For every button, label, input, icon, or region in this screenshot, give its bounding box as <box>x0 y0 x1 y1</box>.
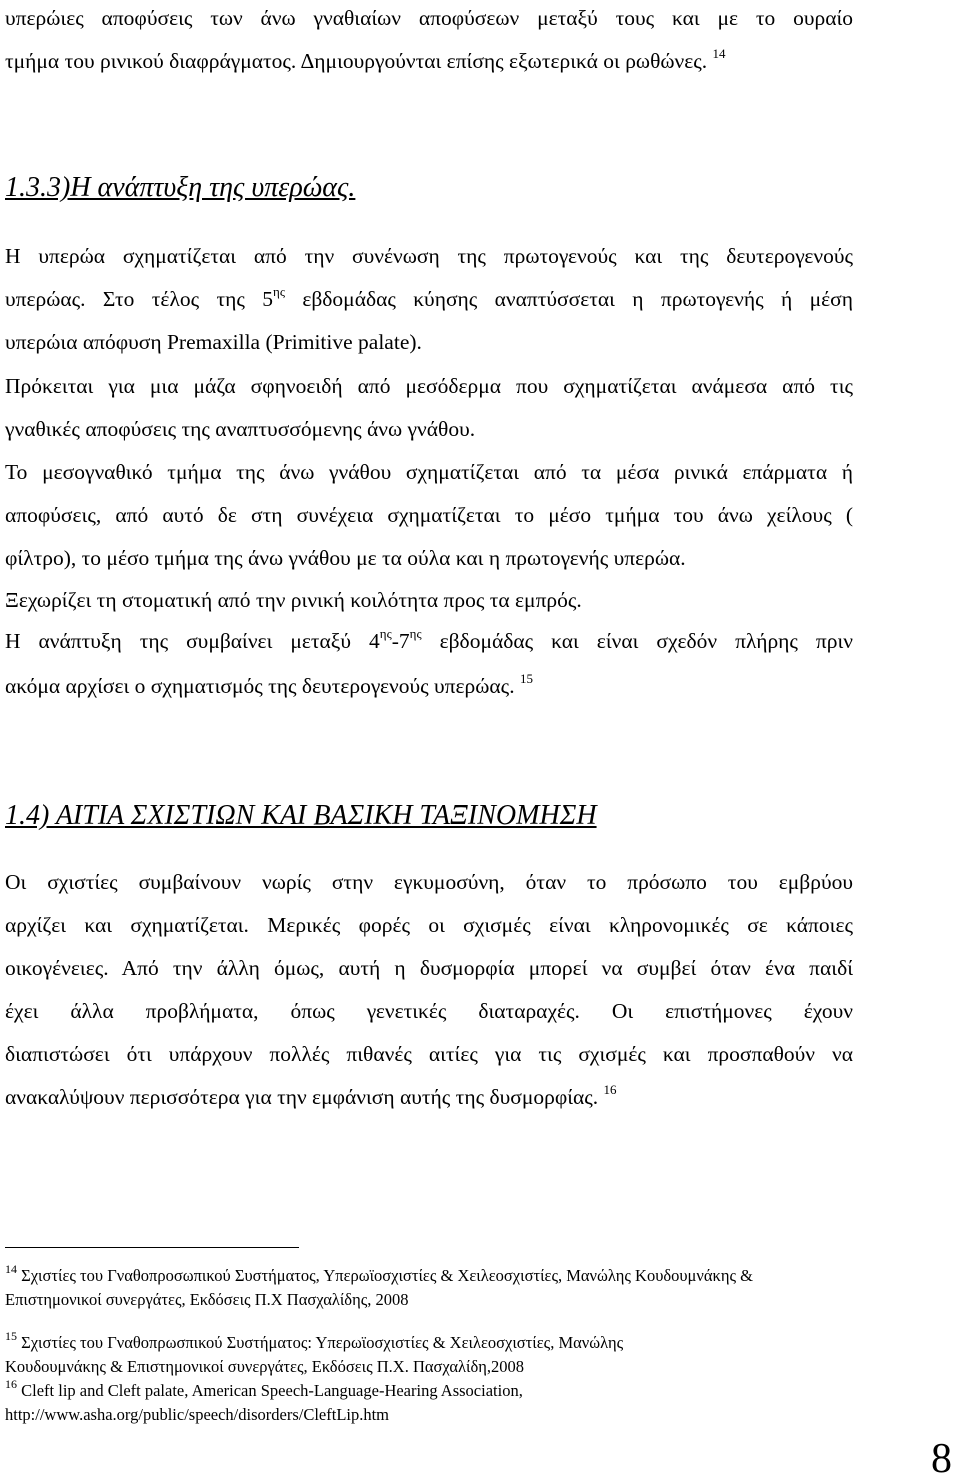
footnote-15-text-1: Σχιστίες του Γναθοπρωσπικού Συστήματος: Υπερωϊοσχιστίες & Χειλεοσχιστίες, Μανώλης <box>17 1333 624 1352</box>
s133-line-2-sup: ης <box>273 283 285 299</box>
footnote-14-number: 14 <box>5 1261 17 1276</box>
footnote-14-line-1 <box>5 1261 753 1286</box>
s14-line-3: οικογένειες. Από την άλλη όμως, αυτή η δυσμορφία μπορεί να συμβεί όταν ένα παιδί <box>5 956 853 980</box>
section-heading-1-3-3: 1.3.3)Η ανάπτυξη της υπερώας. <box>5 172 356 203</box>
footnote-ref-14[interactable]: 14 <box>712 45 726 61</box>
s133-line-2 <box>5 283 853 312</box>
s133-line-10-sup2: ης <box>409 625 422 641</box>
s133-line-6: Το μεσογναθικό τμήμα της άνω γνάθου σχηματίζεται από τα μέσα ρινικά επάρματα ή <box>5 460 853 484</box>
s133-line-9: Ξεχωρίζει τη στοματική από την ρινική κοιλότητα προς τα εμπρός. <box>5 588 582 612</box>
s14-line-6-text: ανακαλύψουν περισσότερα για την εμφάνιση αυτής της δυσμορφίας. <box>5 1085 599 1109</box>
section-heading-1-4: 1.4) ΑΙΤΙΑ ΣΧΙΣΤΙΩΝ ΚΑΙ ΒΑΣΙΚΗ ΤΑΞΙΝΟΜΗΣΗ <box>5 800 597 831</box>
footnote-ref-16[interactable]: 16 <box>603 1081 617 1097</box>
s133-line-11-text: ακόμα αρχίσει ο σχηματισμός της δευτερογενούς υπερώας. <box>5 674 515 698</box>
footnote-16-line-2[interactable]: http://www.asha.org/public/speech/disorders/CleftLip.htm <box>5 1405 390 1424</box>
s133-line-2a: υπερώας. Στο τέλος της 5 <box>5 287 274 311</box>
s133-line-8: φίλτρο), το μέσο τμήμα της άνω γνάθου με τα ούλα και η πρωτογενής υπερώα. <box>5 546 686 570</box>
footnote-15-line-2: Κουδουμνάκης & Επιστημονικοί συνεργάτες, Εκδόσεις Π.Χ. Πασχαλίδη,2008 <box>5 1357 524 1376</box>
s133-line-10a: Η ανάπτυξη της συμβαίνει μεταξύ 4 <box>5 629 380 653</box>
s133-line-2b: εβδομάδας κύησης αναπτύσσεται η πρωτογενής ή μέση <box>284 287 853 311</box>
s133-line-4: Πρόκειται για μια μάζα σφηνοειδή από μεσόδερμα που σχηματίζεται ανάμεσα από τις <box>5 374 853 398</box>
footnote-ref-15[interactable]: 15 <box>519 670 533 686</box>
intro-line-2-text: τμήμα του ρινικού διαφράγματος. Δημιουργούνται επίσης εξωτερικά οι ρωθώνες. <box>5 49 708 73</box>
s133-line-11 <box>5 670 533 699</box>
footnote-16-text-1: Cleft lip and Cleft palate, American Speech-Language-Hearing Association, <box>17 1381 523 1400</box>
footnote-separator <box>5 1247 299 1248</box>
s133-line-3: υπερώια απόφυση Premaxilla (Primitive palate). <box>5 330 422 354</box>
s14-line-5: διαπιστώσει ότι υπάρχουν πολλές πιθανές αιτίες για τις σχισμές και προσπαθούν να <box>5 1042 853 1066</box>
footnote-16-line-1 <box>5 1376 523 1401</box>
s133-line-10c: εβδομάδας και είναι σχεδόν πλήρης πριν <box>421 629 853 653</box>
footnote-14-text-1: Σχιστίες του Γναθοπροσωπικού Συστήματος, Υπερωϊοσχιστίες & Χειλεοσχιστίες, Μανώλης Κουδουμνάκης & <box>17 1266 753 1285</box>
footnote-16-number: 16 <box>5 1376 17 1391</box>
s14-line-6 <box>5 1081 617 1110</box>
s14-line-1: Οι σχιστίες συμβαίνουν νωρίς στην εγκυμοσύνη, όταν το πρόσωπο του εμβρύου <box>5 870 853 894</box>
s133-line-5: γναθικές αποφύσεις της αναπτυσσόμενης άνω γνάθου. <box>5 417 476 441</box>
footnote-14-line-2: Επιστημονικοί συνεργάτες, Εκδόσεις Π.Χ Πασχαλίδης, 2008 <box>5 1290 409 1309</box>
s133-line-1: Η υπερώα σχηματίζεται από την συνένωση της πρωτογενούς και της δευτερογενούς <box>5 244 853 268</box>
s14-line-2: αρχίζει και σχηματίζεται. Μερικές φορές οι σχισμές είναι κληρονομικές σε κάποιες <box>5 913 853 937</box>
s133-line-10b: -7 <box>391 629 410 653</box>
footnote-15-number: 15 <box>5 1328 17 1343</box>
s133-line-10 <box>5 625 853 654</box>
footnote-15-line-1 <box>5 1328 624 1353</box>
s14-line-4: έχει άλλα προβλήματα, όπως γενετικές διαταραχές. Οι επιστήμονες έχουν <box>5 999 853 1023</box>
intro-line-2 <box>5 45 726 74</box>
intro-line-1: υπερώιες αποφύσεις των άνω γναθιαίων αποφύσεων μεταξύ τους και με το ουραίο <box>5 6 853 30</box>
page-number: 8 <box>931 1436 952 1482</box>
s133-line-10-sup1: ης <box>379 625 392 641</box>
s133-line-7: αποφύσεις, από αυτό δε στη συνέχεια σχηματίζεται το μέσο τμήμα του άνω χείλους ( <box>5 503 853 527</box>
